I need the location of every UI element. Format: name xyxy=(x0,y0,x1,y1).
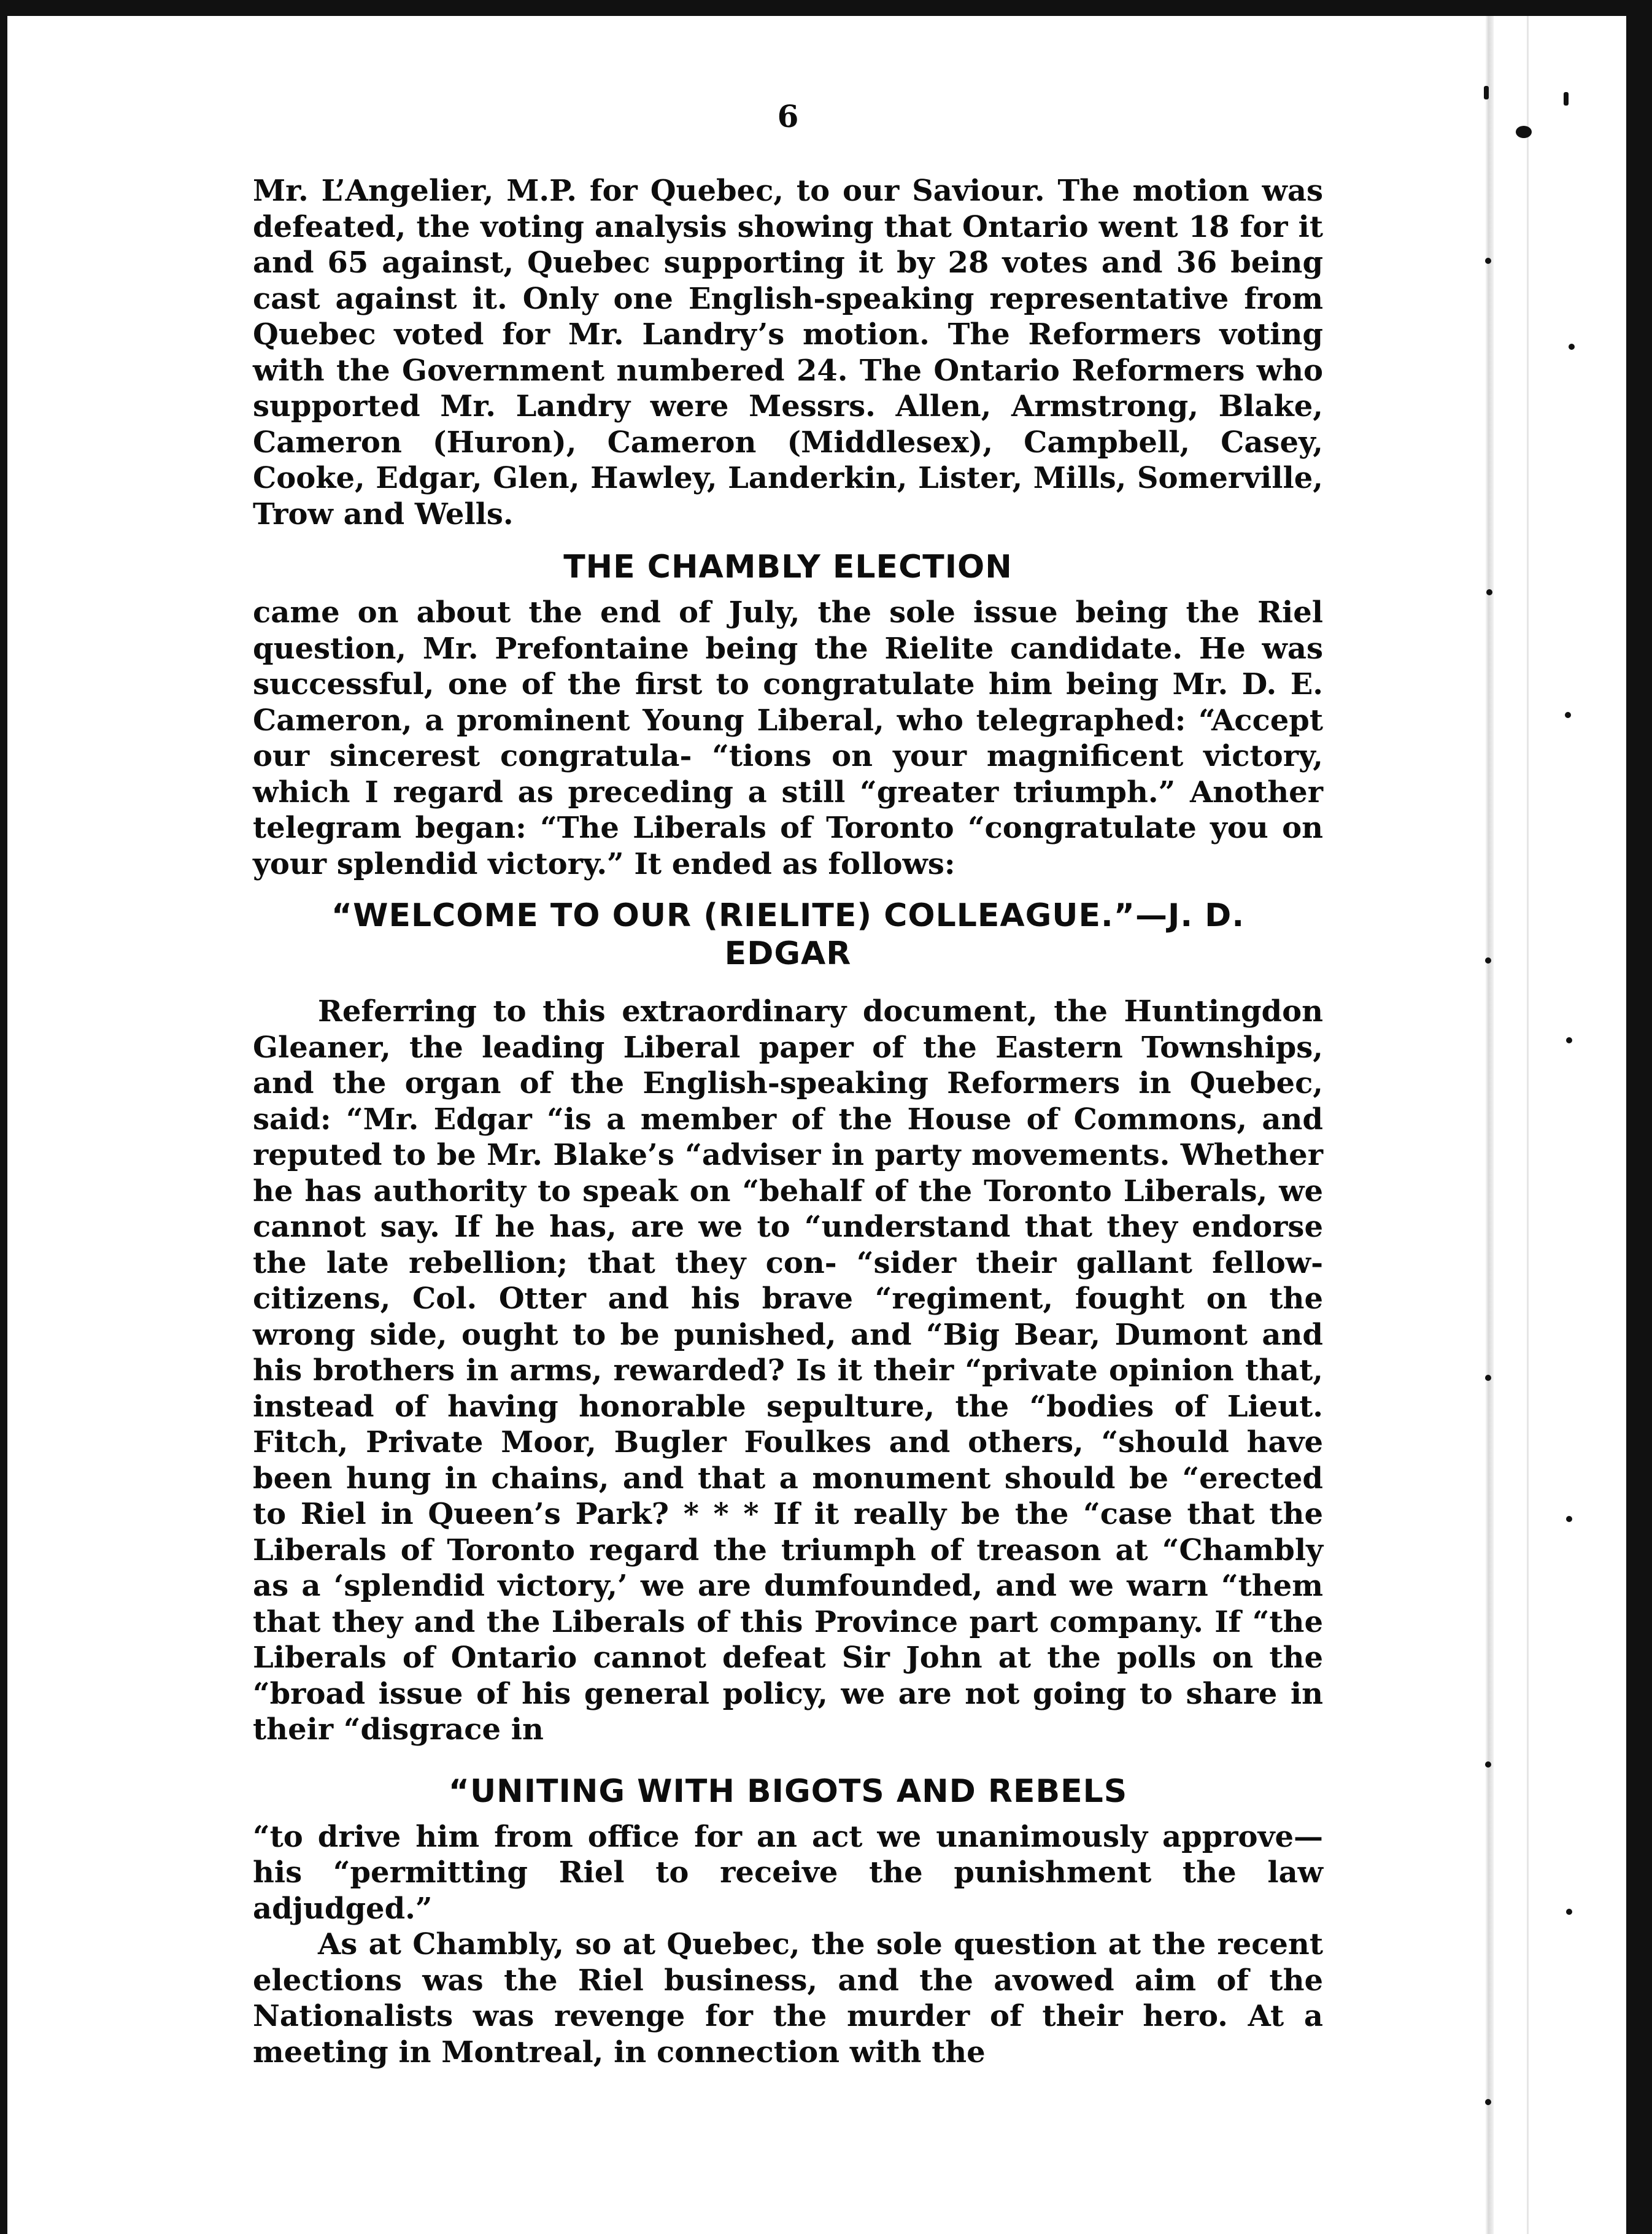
scan-speck xyxy=(1516,126,1532,138)
scan-speck xyxy=(1485,957,1491,964)
paragraph-chambly-telegrams: came on about the end of July, the sole issue being the Riel question, Mr. Prefontaine being the Rielite candidate. He was successful, one of the first to congratulate him being Mr. D. E. Cameron, a prominent Young Liberal, who telegraphed: “Accept our sincerest congratula- “tions on your magnificent victory, which I regard as preceding a still “greater triumph.” Another telegram began: “The Liberals of Toronto “congratulate you on your splendid victory.” It ended as follows: xyxy=(253,595,1323,881)
document-page xyxy=(253,98,1323,2070)
paragraph-huntingdon-gleaner-quote: Referring to this extraordinary document, the Huntingdon Gleaner, the leading Liberal paper of the Eastern Townships, and the organ of the English-speaking Reformers in Quebec, said: “Mr. Edgar “is a member of the House of Commons, and reputed to be Mr. Blake’s “adviser in party movements. Whether he has authority to speak on “behalf of the Toronto Liberals, we cannot say. If he has, are we to “understand that they endorse the late rebellion; that they con- “sider their gallant fellow-citizens, Col. Otter and his brave “regiment, fought on the wrong side, ought to be punished, and “Big Bear, Dumont and his brothers in arms, rewarded? Is it their “private opinion that, instead of having honorable sepulture, the “bodies of Lieut. Fitch, Private Moor, Bugler Foulkes and others, “should have been hung in chains, and that a monument should be “erected to Riel in Queen’s Park? * * * If it really be the “case that the Liberals of Toronto regard the triumph of treason at “Chambly as a ‘splendid victory,’ we are dumfounded, and we warn “them that they and the Liberals of this Province part company. If “the Liberals of Ontario cannot defeat Sir John at the polls on the “broad issue of his general policy, we are not going to share in their “disgrace in xyxy=(253,994,1323,1747)
scan-speck xyxy=(1565,712,1571,718)
paragraph-quebec-elections: As at Chambly, so at Quebec, the sole question at the recent elections was the Riel business, and the avowed aim of the Nationalists was revenge for the murder of their hero. At a meeting in Montreal, in connection with the xyxy=(253,1927,1323,2070)
scan-speck xyxy=(1486,589,1492,595)
scan-border-top xyxy=(0,0,1652,16)
scan-speck xyxy=(1485,258,1491,264)
scan-speck xyxy=(1566,1037,1572,1043)
scan-speck xyxy=(1485,1761,1491,1768)
scan-border-left xyxy=(0,0,7,2234)
scan-speck xyxy=(1566,1516,1572,1522)
paragraph-quote-conclusion: “to drive him from office for an act we unanimously approve—his “permitting Riel to receive the punishment the law adjudged.” xyxy=(253,1819,1323,1926)
scan-speck xyxy=(1485,2099,1491,2105)
heading-chambly-election: THE CHAMBLY ELECTION xyxy=(563,549,1013,586)
scan-speck xyxy=(1485,1375,1491,1381)
page-fold-shadow xyxy=(1485,16,1494,2234)
heading-uniting-bigots-rebels: “UNITING WITH BIGOTS AND REBELS xyxy=(448,1772,1128,1810)
heading-welcome-colleague: “WELCOME TO OUR (RIELITE) COLLEAGUE.”—J. D. EDGAR xyxy=(331,897,1245,972)
page-fold-line xyxy=(1527,16,1529,2234)
scan-speck xyxy=(1564,92,1569,106)
scan-speck xyxy=(1569,344,1575,350)
page-number: 6 xyxy=(777,98,799,134)
scan-speck xyxy=(1484,86,1489,99)
scan-border-right xyxy=(1626,0,1652,2234)
paragraph-landry-motion-vote: Mr. L’Angelier, M.P. for Quebec, to our Saviour. The motion was defeated, the voting analysis showing that Ontario went 18 for it and 65 against, Quebec supporting it by 28 votes and 36 being cast against it. Only one English-speaking representative from Quebec voted for Mr. Landry’s motion. The Reformers voting with the Government numbered 24. The Ontario Reformers who supported Mr. Landry were Messrs. Allen, Armstrong, Blake, Cameron (Huron), Cameron (Middlesex), Campbell, Casey, Cooke, Edgar, Glen, Hawley, Landerkin, Lister, Mills, Somerville, Trow and Wells. xyxy=(253,174,1323,531)
scan-speck xyxy=(1566,1909,1572,1915)
